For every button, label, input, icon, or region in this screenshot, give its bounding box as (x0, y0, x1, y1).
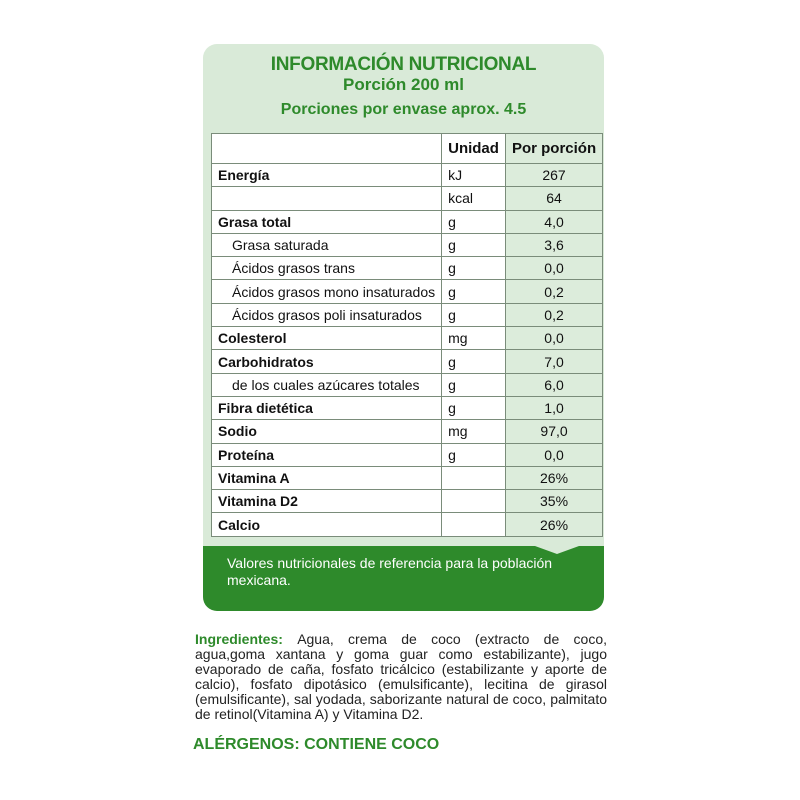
nutrient-value: 4,0 (505, 210, 602, 233)
nutrient-value: 6,0 (505, 373, 602, 396)
ingredients-title: Ingredientes: (195, 631, 298, 647)
nutrient-unit: mg (442, 327, 506, 350)
table-row (212, 164, 603, 187)
nutrient-value: 26% (505, 466, 602, 489)
servings-per-container: Porciones por envase aprox. 4.5 (280, 101, 527, 118)
nutrient-unit: g (442, 233, 506, 256)
table-row (212, 466, 603, 489)
table-header-row (212, 134, 603, 164)
allergens-warning: ALÉRGENOS: CONTIENE COCO (193, 736, 440, 753)
table-row (212, 490, 603, 513)
nutrient-value: 35% (505, 490, 602, 513)
reference-values-note: Valores nutricionales de referencia para la población mexicana. (227, 555, 553, 588)
nutrient-value: 3,6 (505, 233, 602, 256)
portion-size: Porción 200 ml (343, 75, 464, 94)
nutrient-value: 0,0 (505, 257, 602, 280)
table-row (212, 257, 603, 280)
nutrient-name: Fibra dietética (212, 396, 442, 419)
nutrient-unit: g (442, 303, 506, 326)
table-row (212, 420, 603, 443)
nutrient-unit: kJ (442, 164, 506, 187)
table-row (212, 280, 603, 303)
nutrition-label (203, 44, 604, 611)
table-row (212, 513, 603, 536)
nutrient-value: 0,0 (505, 327, 602, 350)
nutrient-value: 7,0 (505, 350, 602, 373)
table-row (212, 303, 603, 326)
nutrient-value: 0,0 (505, 443, 602, 466)
nutrient-name: Vitamina A (212, 466, 442, 489)
table-row (212, 327, 603, 350)
nutrient-value: 267 (505, 164, 602, 187)
nutrient-name: Energía (212, 164, 442, 187)
nutrient-unit (442, 490, 506, 513)
nutrient-value: 0,2 (505, 303, 602, 326)
nutrient-unit: mg (442, 420, 506, 443)
nutrient-name (212, 187, 442, 210)
nutrient-unit: g (442, 396, 506, 419)
nutrient-unit: g (442, 373, 506, 396)
table-row (212, 443, 603, 466)
nutrient-name: Carbohidratos (212, 350, 442, 373)
nutrition-table (211, 133, 603, 537)
nutrient-value: 26% (505, 513, 602, 536)
table-row (212, 350, 603, 373)
ingredients-text: Agua, crema de coco (extracto de coco, agua,goma xantana y goma guar como estabilizante), jugo evaporado de caña, fosfato tricálcico (estabilizante y aporte de calcio), fosfato dipotásico (emulsificante), lecitina de girasol (emulsificante), sal yodada, saborizante natural de coco, palmitato de retinol(Vitamina A) y Vitamina D2. (195, 631, 607, 722)
nutrient-value: 64 (505, 187, 602, 210)
nutrient-value: 97,0 (505, 420, 602, 443)
table-row (212, 187, 603, 210)
nutrient-name: Vitamina D2 (212, 490, 442, 513)
nutrient-value: 1,0 (505, 396, 602, 419)
nutrient-unit: g (442, 210, 506, 233)
nutrient-unit: g (442, 257, 506, 280)
table-row (212, 210, 603, 233)
nutrient-name: Grasa total (212, 210, 442, 233)
label-title: INFORMACIÓN NUTRICIONAL (270, 54, 537, 75)
nutrient-unit: g (442, 443, 506, 466)
table-row (212, 373, 603, 396)
nutrient-name: Ácidos grasos trans (212, 257, 442, 280)
nutrient-unit: kcal (442, 187, 506, 210)
nutrient-name: Ácidos grasos poli insaturados (212, 303, 442, 326)
nutrient-name: Grasa saturada (212, 233, 442, 256)
table-row (212, 396, 603, 419)
footer-notch (535, 546, 579, 554)
nutrient-name: de los cuales azúcares totales (212, 373, 442, 396)
nutrient-name: Ácidos grasos mono insaturados (212, 280, 442, 303)
nutrient-value: 0,2 (505, 280, 602, 303)
nutrient-unit (442, 513, 506, 536)
nutrient-name: Proteína (212, 443, 442, 466)
header-nutrient (212, 134, 442, 164)
header-unit: Unidad (442, 134, 506, 164)
nutrient-unit: g (442, 280, 506, 303)
nutrient-name: Sodio (212, 420, 442, 443)
nutrient-name: Calcio (212, 513, 442, 536)
header-per-serving: Por porción (505, 134, 602, 164)
table-row (212, 233, 603, 256)
nutrient-name: Colesterol (212, 327, 442, 350)
ingredients-block (195, 632, 607, 722)
nutrient-unit: g (442, 350, 506, 373)
nutrient-unit (442, 466, 506, 489)
